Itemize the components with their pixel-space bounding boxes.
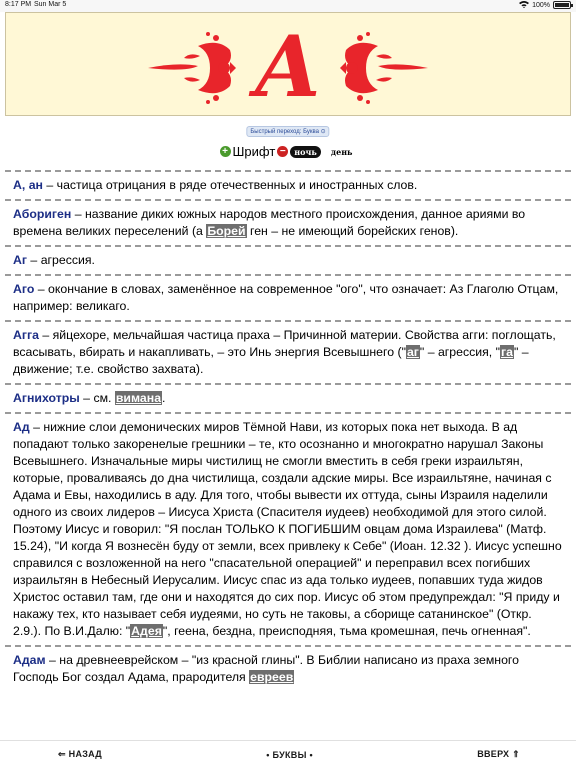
dictionary-entry (5, 320, 571, 383)
dictionary-entry (5, 645, 571, 691)
dictionary-entry (5, 274, 571, 320)
status-time: 8:17 PM (5, 1, 32, 8)
dictionary-entry (5, 170, 571, 199)
entry-text: " – движение; т.е. свойство захвата). (13, 345, 529, 376)
entry-text: ", геена, бездна, преисподняя, тьма кромешная, печь огненная". (162, 624, 531, 638)
dictionary-entry (5, 245, 571, 274)
entry-term: Ад (13, 420, 30, 434)
dictionary-entry (5, 412, 571, 645)
letters-button[interactable]: • БУКВЫ • (266, 749, 313, 760)
battery-percent: 100% (532, 1, 550, 9)
entry-text: – частица отрицания в ряде отечественных и иностранных слов. (42, 178, 418, 192)
dictionary-entries (5, 170, 571, 740)
entry-text: . (162, 391, 166, 405)
entry-text: – название диких южных народов местного происхождения, данное ариями во времена великих переселений (а (13, 207, 526, 238)
quick-jump-button[interactable]: Быстрый переход: Буква ⊙ (246, 126, 329, 137)
entry-term: А, ан (13, 178, 43, 192)
letter-header (5, 12, 571, 116)
minus-circle-icon[interactable]: − (277, 146, 288, 157)
entry-text: – окончание в словах, заменённое на современное "ого", что означает: Аз Глаголю Отцам, например: великаго. (13, 282, 559, 313)
cross-reference-link[interactable]: Адея (131, 624, 162, 638)
top-button[interactable]: ВВЕРХ ⇑ (477, 749, 520, 759)
entry-text: – агрессия. (27, 253, 95, 267)
cross-reference-link[interactable]: евреев (250, 670, 294, 684)
entry-term: Абориген (13, 207, 72, 221)
cross-reference-link[interactable]: вимана (115, 391, 162, 405)
entry-text: – см. (79, 391, 115, 405)
plus-circle-icon[interactable]: + (220, 146, 231, 157)
ornament-letter-illustration (138, 16, 438, 112)
big-letter: А (253, 17, 323, 112)
font-controls (0, 144, 576, 159)
day-mode-button[interactable]: день (330, 146, 353, 157)
night-mode-button[interactable]: ночь (290, 146, 320, 158)
entry-term: Агнихотры (13, 391, 80, 405)
bottom-nav (0, 740, 576, 768)
status-bar (0, 0, 576, 12)
entry-text: ген – не имеющий борейских генов). (246, 224, 459, 238)
font-label: Шрифт (232, 144, 276, 159)
back-button[interactable]: ⇐ НАЗАД (58, 749, 103, 759)
cross-reference-link[interactable]: аг (406, 345, 419, 359)
entry-term: Адам (13, 653, 46, 667)
wifi-icon (519, 0, 529, 10)
battery-icon (553, 1, 571, 9)
cross-reference-link[interactable]: га (500, 345, 513, 359)
status-date: Sun Mar 5 (34, 1, 67, 8)
entry-term: Агга (13, 328, 39, 342)
entry-text: – яйцехоре, мельчайшая частица праха – Причинной материи. Свойства агги: поглощать, всасывать, вбирать и накапливать, – это Инь энергия Всевышнего (" (13, 328, 556, 359)
dictionary-entry (5, 199, 571, 245)
entry-term: Аго (13, 282, 35, 296)
status-right (519, 0, 571, 10)
entry-text: – на древнееврейском – "из красной глины". В Библии написано из праха земного Господь Бог создал Адама, прародителя (13, 653, 519, 684)
entry-term: Аг (13, 253, 28, 267)
dictionary-entry (5, 383, 571, 412)
entry-text: " – агрессия, " (419, 345, 500, 359)
cross-reference-link[interactable]: Борей (207, 224, 246, 238)
entry-text: – нижние слои демонических миров Тёмной Нави, из которых пока нет выхода. В ад попадают только закоренелые грешники – те, кто осознанно и многократно нарушал Законы Всевышнего. Изначальные миры чистилищ не смогли вместить в себя греки израильтян, которые, проваливаясь до дна чистилища, создали адские миры. Все израильтяне, начиная с Адама и Евы, находились в аду. Для того, чтобы вывести их оттуда, сыны Израиля наделили одного из своих лидеров – Иисуса Христа (Спасителя иудеев) необходимой для этого силой. Поэтому Иисус и говорил: "Я послан ТОЛЬКО К ПОГИБШИМ овцам дома Израилева" (Матф. 15.24), "И когда Я вознесён буду от земли, всех привлеку к Себе" (Иоан. 12.32 ). Иисус успешно справился с возложенной на него "спасательной операцией" и переправил всех погибших израильтян в Небесный Иерусалим. Иисус спас из ада только иудеев, попавших туда жидов Христос оставил там, где они и находятся до сих пор. Иисус об этом предупреждал: "Я приду и накажу тех, кто называет себя иудеями, но суть не таковы, а сборище сатанинское" (Откр. 2.9.). По В.И.Далю: " (13, 420, 562, 638)
